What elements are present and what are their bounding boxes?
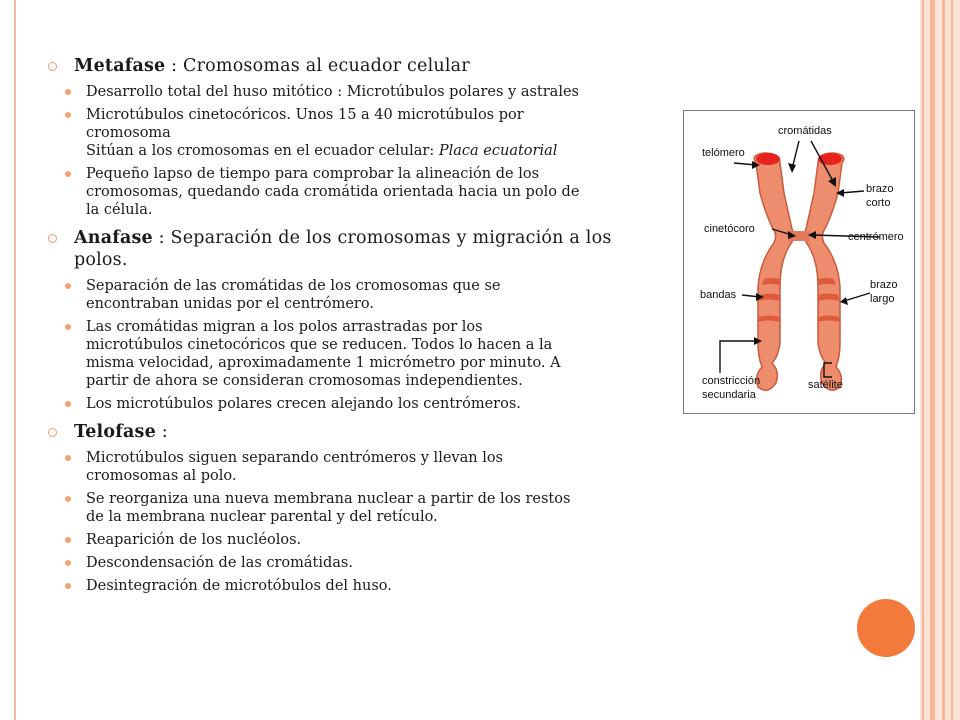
frame-stripe [942,0,945,720]
item-text: Las cromátidas migran a los polos arrastradas por los [86,319,483,335]
label-bandas: bandas [700,289,737,301]
bullet-icon [65,455,71,461]
item-text: Descondensación de las cromátidas. [86,555,353,571]
bullet-icon [65,324,71,330]
label-cinetocoro: cinetócoro [704,223,755,235]
list-item [48,531,688,549]
bullet-icon [65,560,71,566]
label-telomero: telómero [702,147,745,159]
frame-stripe [922,0,924,720]
section-anafase [48,227,688,271]
item-text: Sitúan a los cromosomas en el ecuador celular: Placa ecuatorial [86,143,558,159]
telomere-left [756,153,780,165]
list-item [48,554,688,572]
item-text: microtúbulos cinetocóricos que se reducen. Todos lo hacen a la [86,337,553,353]
chromosome-diagram [683,110,915,414]
pointer-brazo-largo [844,293,870,301]
list-item [48,277,688,313]
slide-content [48,55,688,603]
band [762,278,780,285]
section-title: Telofase : [74,422,168,442]
item-text: Reaparición de los nucléolos. [86,532,302,548]
frame-stripe [951,0,953,720]
item-text: misma velocidad, aproximadamente 1 micrómetro por minuto. A [86,355,561,371]
item-text: Microtúbulos cinetocóricos. Unos 15 a 40 microtúbulos por [86,107,524,123]
arrowhead [788,163,796,173]
label-brazo-corto-1: brazo [866,183,894,195]
band [818,278,836,285]
list-item [48,395,688,413]
label-constriccion-1: constricción [702,375,761,387]
item-text: Se reorganiza una nueva membrana nuclear a partir de los restos [86,491,571,507]
item-text: Separación de las cromátidas de los cromosomas que se [86,278,501,294]
item-text: encontraban unidas por el centrómero. [86,296,374,312]
list-item [48,490,688,526]
decorative-circle [857,599,915,657]
anafase-list [48,277,688,413]
list-item [48,106,688,160]
label-centromero: centrómero [848,231,904,243]
item-text: cromosomas al polo. [86,468,237,484]
bullet-icon [65,112,71,118]
slide-frame-left [14,0,16,720]
item-text: Pequeño lapso de tiempo para comprobar la alineación de los [86,166,540,182]
item-text: Desintegración de microtóbulos del huso. [86,578,392,594]
item-text: Microtúbulos siguen separando centrómeros y llevan los [86,450,504,466]
placa-ecuatorial-term: Placa ecuatorial [438,143,558,159]
list-item [48,83,688,101]
frame-stripe [930,0,935,720]
bullet-icon [65,171,71,177]
label-satelite: satélite [808,379,843,391]
item-text: cromosomas, quedando cada cromátida orientada hacia un polo de [86,184,580,200]
arrowhead [840,297,848,305]
slide-frame-right [920,0,960,720]
list-item [48,577,688,595]
section-title: Metafase : Cromosomas al ecuador celular [74,56,470,76]
section-bullet-icon [48,428,57,437]
pointer-constriccion [720,341,758,373]
item-text: de la membrana nuclear parental y del retículo. [86,509,438,525]
bullet-icon [65,89,71,95]
item-text: partir de ahora se consideran cromosomas independientes. [86,373,523,389]
section-title: Anafase : Separación de los cromosomas y migración a los polos. [74,228,612,270]
item-text: Desarrollo total del huso mitótico : Microtúbulos polares y astrales [86,84,579,100]
label-cromatidas: cromátidas [778,125,832,137]
section-bullet-icon [48,62,57,71]
label-brazo-largo-1: brazo [870,279,898,291]
left-chromatid [754,153,793,390]
pointer-lines [720,141,880,377]
item-text: Los microtúbulos polares crecen alejando los centrómeros. [86,396,521,412]
right-chromatid [804,153,843,390]
section-metafase [48,55,688,77]
section-bullet-icon [48,234,57,243]
label-brazo-largo-2: largo [870,293,895,305]
bullet-icon [65,496,71,502]
item-text: la célula. [86,202,153,218]
list-item [48,318,688,390]
list-item [48,165,688,219]
metafase-list [48,83,688,219]
label-constriccion-2: secundaria [702,389,756,401]
section-telofase [48,421,688,443]
item-text: cromosoma [86,125,171,141]
bullet-icon [65,537,71,543]
bullet-icon [65,401,71,407]
bullet-icon [65,283,71,289]
list-item [48,449,688,485]
label-brazo-corto-2: corto [866,197,891,209]
telofase-list [48,449,688,595]
bullet-icon [65,583,71,589]
